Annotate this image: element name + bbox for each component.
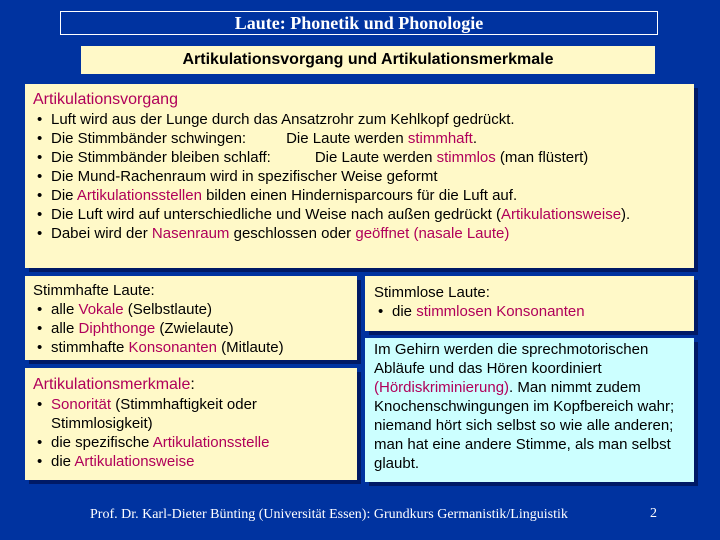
brain-coordination-panel: Im Gehirn werden die sprechmotorischen Abläufe und das Hören koordiniert (Hördiskriminierung). Man nimmt zudem Knochenschwingungen im Kopfbereich wahr; niemand hört sich selbst so wie alle anderen; man hat eine andere Stimme, als man selbst glaubt. [365,338,694,482]
articulation-process-heading: Artikulationsvorgang [33,91,178,108]
list-item: • Dabei wird der Nasenraum geschlossen oder geöffnet (nasale Laute) [33,224,686,243]
articulation-process-panel [25,84,694,268]
voiceless-sounds-panel [365,276,694,331]
slide-subtitle: Artikulationsvorgang und Artikulationsmerkmale [81,46,655,74]
list-item: • Die Artikulationsstellen bilden einen Hindernisparcours für die Luft auf. [33,186,686,205]
footer-credit: Prof. Dr. Karl-Dieter Bünting (Universität Essen): Grundkurs Germanistik/Linguistik [90,507,568,522]
articulation-process-list [33,110,686,243]
list-item: • stimmhafte Konsonanten (Mitlaute) [33,338,349,357]
list-item: • die spezifische Artikulationsstelle [33,433,349,452]
list-item: • Die Stimmbänder schwingen: Die Laute werden stimmhaft. [33,129,686,148]
voiced-sounds-panel [25,276,357,360]
list-item: • die stimmlosen Konsonanten [374,302,685,321]
list-item: • alle Diphthonge (Zwielaute) [33,319,349,338]
articulation-features-heading: Artikulationsmerkmale: [33,376,195,393]
list-item: • Sonorität (Stimmhaftigkeit oder Stimmlosigkeit) [33,395,349,433]
list-item: • Luft wird aus der Lunge durch das Ansatzrohr zum Kehlkopf gedrückt. [33,110,686,129]
list-item: • Die Mund-Rachenraum wird in spezifischer Weise geformt [33,167,686,186]
list-item: • alle Vokale (Selbstlaute) [33,300,349,319]
page-number: 2 [650,506,657,521]
list-item: • Die Stimmbänder bleiben schlaff: Die Laute werden stimmlos (man flüstert) [33,148,686,167]
slide-title: Laute: Phonetik und Phonologie [60,11,658,35]
voiced-sounds-heading: Stimmhafte Laute: [33,282,155,299]
list-item: • Die Luft wird auf unterschiedliche und Weise nach außen gedrückt (Artikulationsweise). [33,205,686,224]
list-item: • die Artikulationsweise [33,452,349,471]
articulation-features-panel [25,368,357,480]
voiceless-sounds-heading: Stimmlose Laute: [374,284,490,301]
